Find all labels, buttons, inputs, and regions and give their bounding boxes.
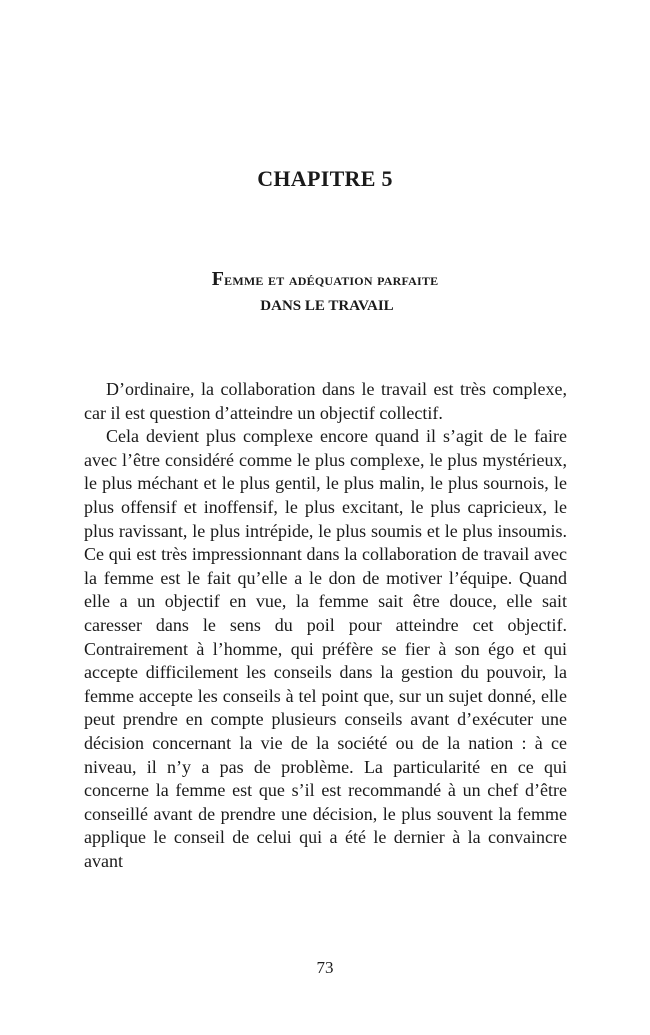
page-number: 73 [316, 958, 334, 977]
title-initial-2: a [288, 270, 298, 289]
section-title [0, 266, 650, 319]
body-text [84, 378, 567, 873]
title-initial: F [211, 268, 225, 290]
section-title-line-1 [0, 266, 650, 293]
chapter-heading: CHAPITRE 5 [257, 166, 393, 191]
paragraph: D’ordinaire, la collaboration dans le travail est très complexe, car il est question d’atteindre un objectif collectif. [84, 379, 567, 423]
section-title-line-2: DANS LE TRAVAIL [260, 298, 394, 314]
paragraph: Cela devient plus complexe encore quand il s’agit de le faire avec l’être considéré comme le plus complexe, le plus mystérieux, le plus méchant et le plus gentil, le plus malin, le plus sournois, le plus offensif et inoffensif, le plus excitant, le plus capricieux, le plus ravissant, le plus intrépide, le plus soumis et le plus insoumis. Ce qui est très impressionnant dans la collaboration de travail avec la femme est le fait qu’elle a le don de motiver l’équipe. Quand elle a un objectif en vue, la femme sait être douce, elle sait caresser dans le sens du poil pour atteindre cet objectif. Contrairement à l’homme, qui préfère se fier à son égo et qui accepte difficilement les conseils dans la gestion du pouvoir, la femme accepte les conseils à tel point que, sur un sujet donné, elle peut prendre en compte plusieurs conseils avant d’exécuter une décision concernant la vie de la société ou de la nation : à ce niveau, il n’y a pas de problème. La particularité en ce qui concerne la femme est que s’il est recommandé à un chef d’être conseillé avant de prendre une décision, le plus souvent la femme applique le conseil de celui qui a été le dernier à la convaincre avant [84, 426, 567, 871]
title-text-2: déquation parfaite [297, 270, 439, 289]
title-text: emme et [224, 270, 289, 289]
